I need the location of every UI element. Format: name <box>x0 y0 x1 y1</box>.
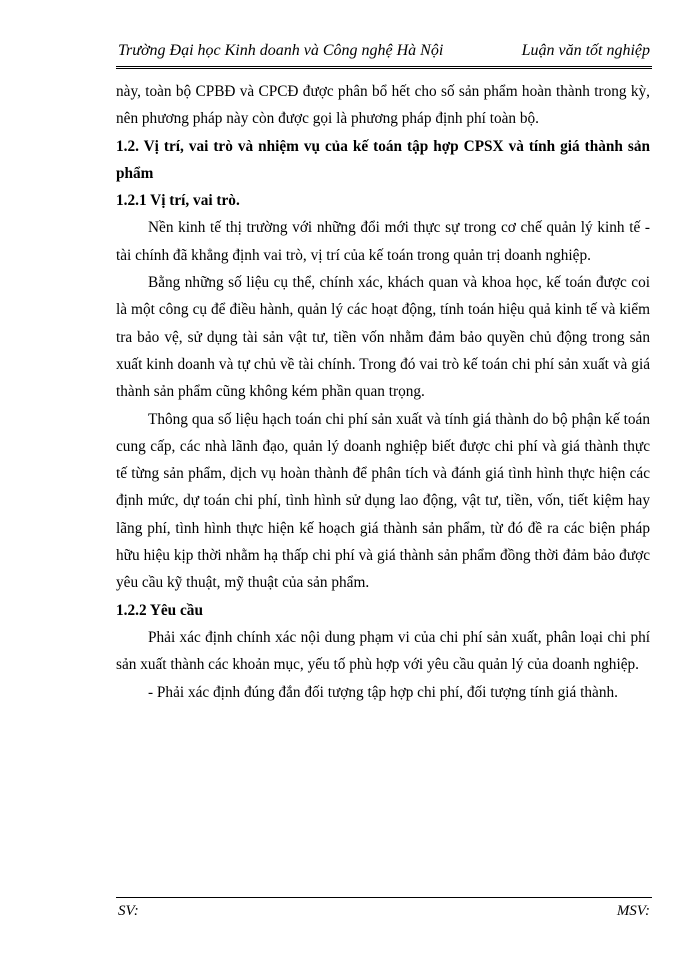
paragraph-intro: này, toàn bộ CPBĐ và CPCĐ được phân bổ hết cho số sản phẩm hoàn thành trong kỳ, nên phương pháp này còn được gọi là phương pháp định phí toàn bộ. <box>116 83 650 128</box>
document-body <box>116 78 650 706</box>
header-university: Trường Đại học Kinh doanh và Công nghệ Hà Nội <box>118 42 444 59</box>
paragraph-requirement-1: Phải xác định chính xác nội dung phạm vi của chi phí sản xuất, phân loại chi phí sản xuất thành các khoản mục, yếu tố phù hợp với yêu cầu quản lý của doanh nghiệp. <box>116 628 650 674</box>
page-header <box>116 40 652 69</box>
header-thesis-label: Luận văn tốt nghiệp <box>521 42 650 59</box>
paragraph-cost-data: Thông qua số liệu hạch toán chi phí sản xuất và tính giá thành do bộ phận kế toán cung cấp, các nhà lãnh đạo, quản lý doanh nghiệp biết được chi phí và giá thành thực tế từng sản phẩm, dịch vụ hoàn thành để phân tích và đánh giá tình hình thực hiện các định mức, dự toán chi phí, tình hình sử dụng lao động, vật tư, tiền, vốn, tiết kiệm hay lãng phí, tình hình thực hiện kế hoạch giá thành sản phẩm, từ đó đề ra các biện pháp hữu hiệu kịp thời nhằm hạ thấp chi phí và giá thành sản phẩm đồng thời đảm bảo được yêu cầu kỹ thuật, mỹ thuật của sản phẩm. <box>116 410 650 592</box>
subsection-heading-1-2-1: 1.2.1 Vị trí, vai trò. <box>116 192 240 210</box>
footer-student-label: SV: <box>118 903 139 919</box>
page-footer <box>116 897 652 919</box>
paragraph-market-economy: Nền kinh tế thị trường với những đổi mới thực sự trong cơ chế quản lý kinh tế - tài chính đã khẳng định vai trò, vị trí của kế toán trong quản trị doanh nghiệp. <box>116 219 650 264</box>
section-heading-1-2: 1.2. Vị trí, vai trò và nhiệm vụ của kế toán tập hợp CPSX và tính giá thành sản phẩm <box>116 137 650 182</box>
footer-student-id-label: MSV: <box>616 903 650 919</box>
paragraph-accounting-tool: Bằng những số liệu cụ thể, chính xác, khách quan và khoa học, kế toán được coi là một công cụ để điều hành, quản lý các hoạt động, tính toán hiệu quả kinh tế và kiểm tra bảo vệ, sử dụng tài sản vật tư, tiền vốn nhằm đảm bảo quyền chủ động trong sản xuất kinh doanh và tự chủ về tài chính. Trong đó vai trò kế toán chi phí sản xuất và giá thành sản phẩm cũng không kém phần quan trọng. <box>116 274 650 401</box>
paragraph-requirement-2: - Phải xác định đúng đắn đối tượng tập hợp chi phí, đối tượng tính giá thành. <box>148 683 618 701</box>
subsection-heading-1-2-2: 1.2.2 Yêu cầu <box>116 601 203 619</box>
